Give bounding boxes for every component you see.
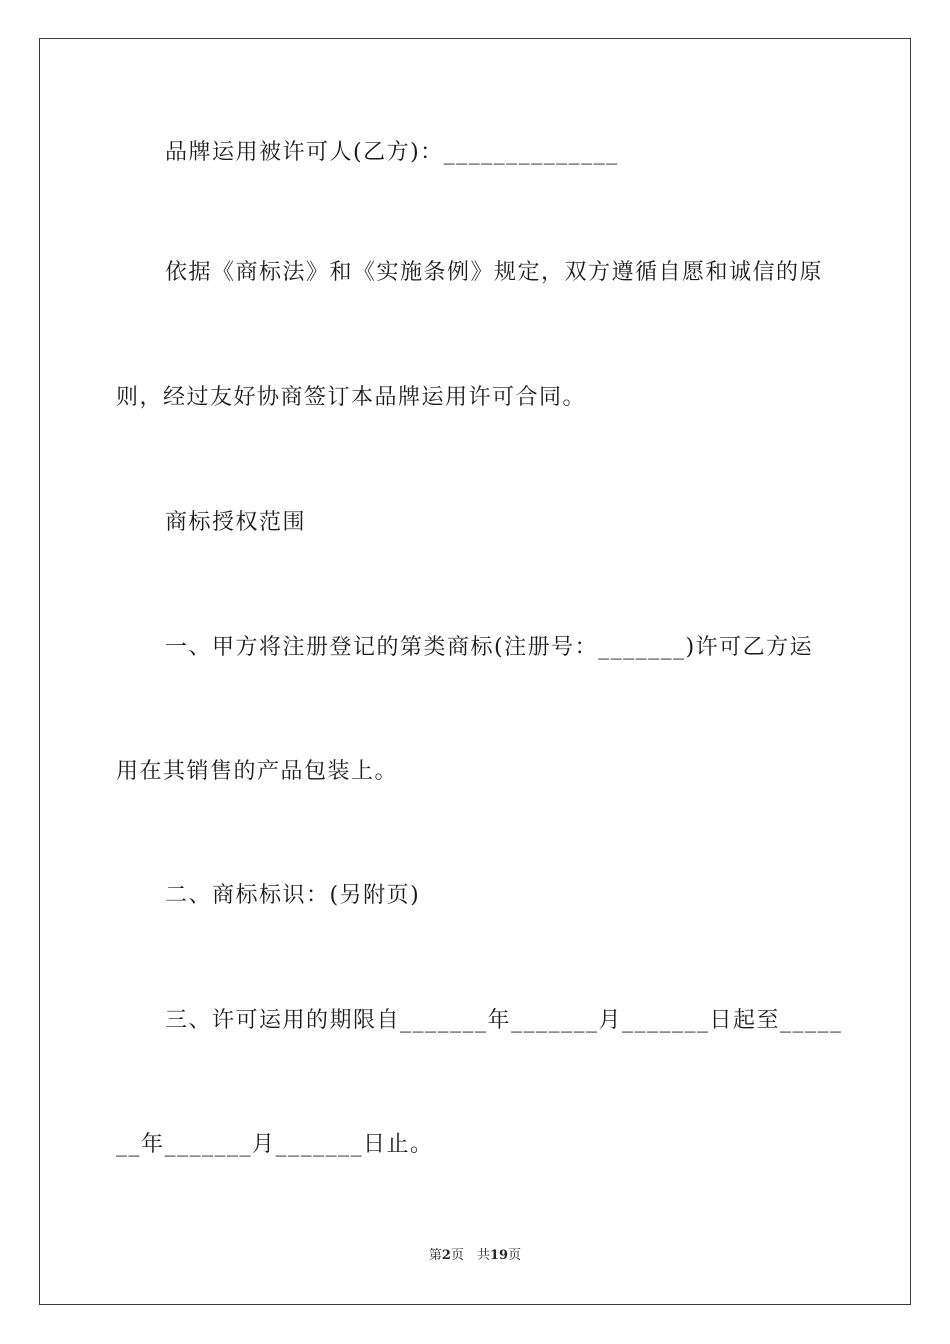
footer-prefix: 第 [428, 1248, 442, 1263]
section-heading: 商标授权范围 [165, 510, 307, 535]
footer-total-pages: 19 [489, 1248, 509, 1263]
clause-three-line-1: 三、许可运用的期限自_______年_______月_______日起至_____ [165, 1008, 843, 1033]
clause-one-line-1: 一、甲方将注册登记的第类商标(注册号：_______)许可乙方运 [165, 635, 814, 660]
footer-mid: 页 共 [450, 1248, 490, 1263]
basis-paragraph-line-1: 依据《商标法》和《实施条例》规定，双方遵循自愿和诚信的原 [165, 260, 824, 285]
footer-suffix: 页 [508, 1248, 522, 1263]
page-frame [39, 38, 911, 1305]
licensee-line: 品牌运用被许可人(乙方)：______________ [165, 140, 619, 165]
clause-three-line-2: __年_______月_______日止。 [116, 1132, 434, 1157]
page-footer [0, 1247, 950, 1265]
basis-paragraph-line-2: 则，经过友好协商签订本品牌运用许可合同。 [116, 385, 587, 410]
footer-page-number: 2 [441, 1248, 451, 1263]
clause-two: 二、商标标识：(另附页) [165, 883, 421, 908]
clause-one-line-2: 用在其销售的产品包装上。 [116, 759, 399, 784]
